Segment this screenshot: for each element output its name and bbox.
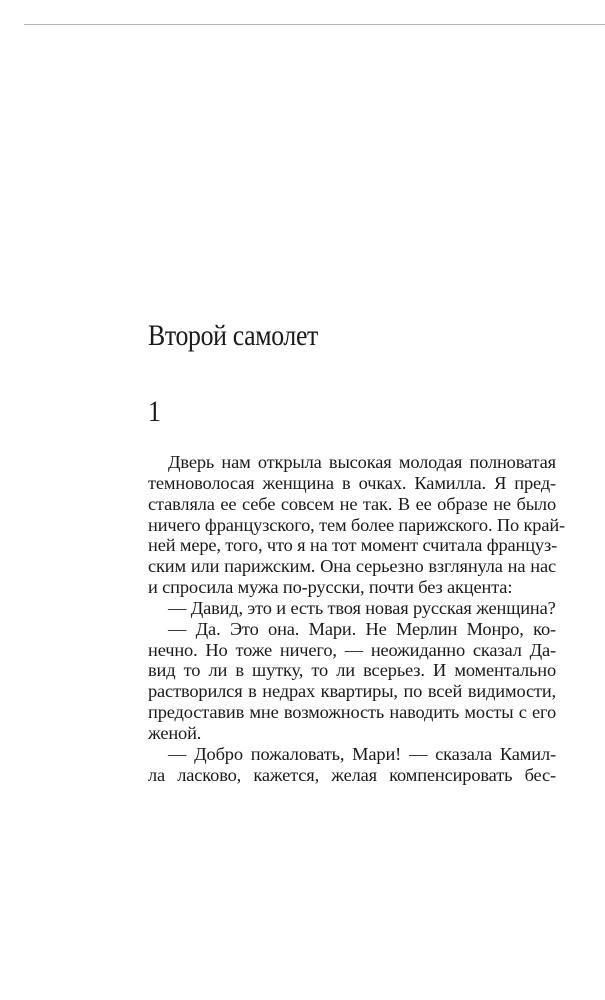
text-line: нечно. Но тоже ничего, — неожиданно сказал Да- bbox=[148, 639, 556, 660]
text-line: вид то ли в шутку, то ли всерьез. И моментально bbox=[148, 660, 556, 681]
text-line: и спросила мужа по-русски, почти без акцента: bbox=[148, 577, 513, 598]
text-line: женой. bbox=[148, 722, 202, 743]
body-text bbox=[148, 452, 566, 786]
text-line: ставляла ее себе совсем не так. В ее образе не было bbox=[148, 493, 556, 514]
text-line: растворился в недрах квартиры, по всей видимости, bbox=[148, 681, 556, 702]
paragraph bbox=[148, 744, 556, 786]
paragraph bbox=[148, 452, 566, 598]
text-line: темноволосая женщина в очках. Камилла. Я пред- bbox=[148, 472, 556, 493]
paragraph bbox=[148, 598, 556, 619]
section-number: 1 bbox=[148, 395, 161, 428]
top-rule bbox=[24, 24, 605, 25]
paragraph bbox=[148, 619, 556, 744]
text-line: ничего французского, тем более парижского. По край- bbox=[148, 514, 566, 535]
text-line: ней мере, того, что я на тот момент считала француз- bbox=[148, 535, 558, 556]
text-line: ским или парижским. Она серьезно взглянула на нас bbox=[148, 556, 556, 577]
text-line: Дверь нам открыла высокая молодая полноватая bbox=[168, 452, 556, 472]
text-line: предоставив мне возможность наводить мосты с его bbox=[148, 702, 556, 723]
text-line: ла ласково, кажется, желая компенсировать бес- bbox=[148, 764, 556, 785]
chapter-title: Второй самолет bbox=[148, 319, 318, 352]
text-line: — Давид, это и есть твоя новая русская женщина? bbox=[168, 597, 556, 618]
text-line: — Да. Это она. Мари. Не Мерлин Монро, ко- bbox=[168, 618, 556, 639]
text-line: — Добро пожаловать, Мари! — сказала Камил- bbox=[168, 743, 556, 764]
